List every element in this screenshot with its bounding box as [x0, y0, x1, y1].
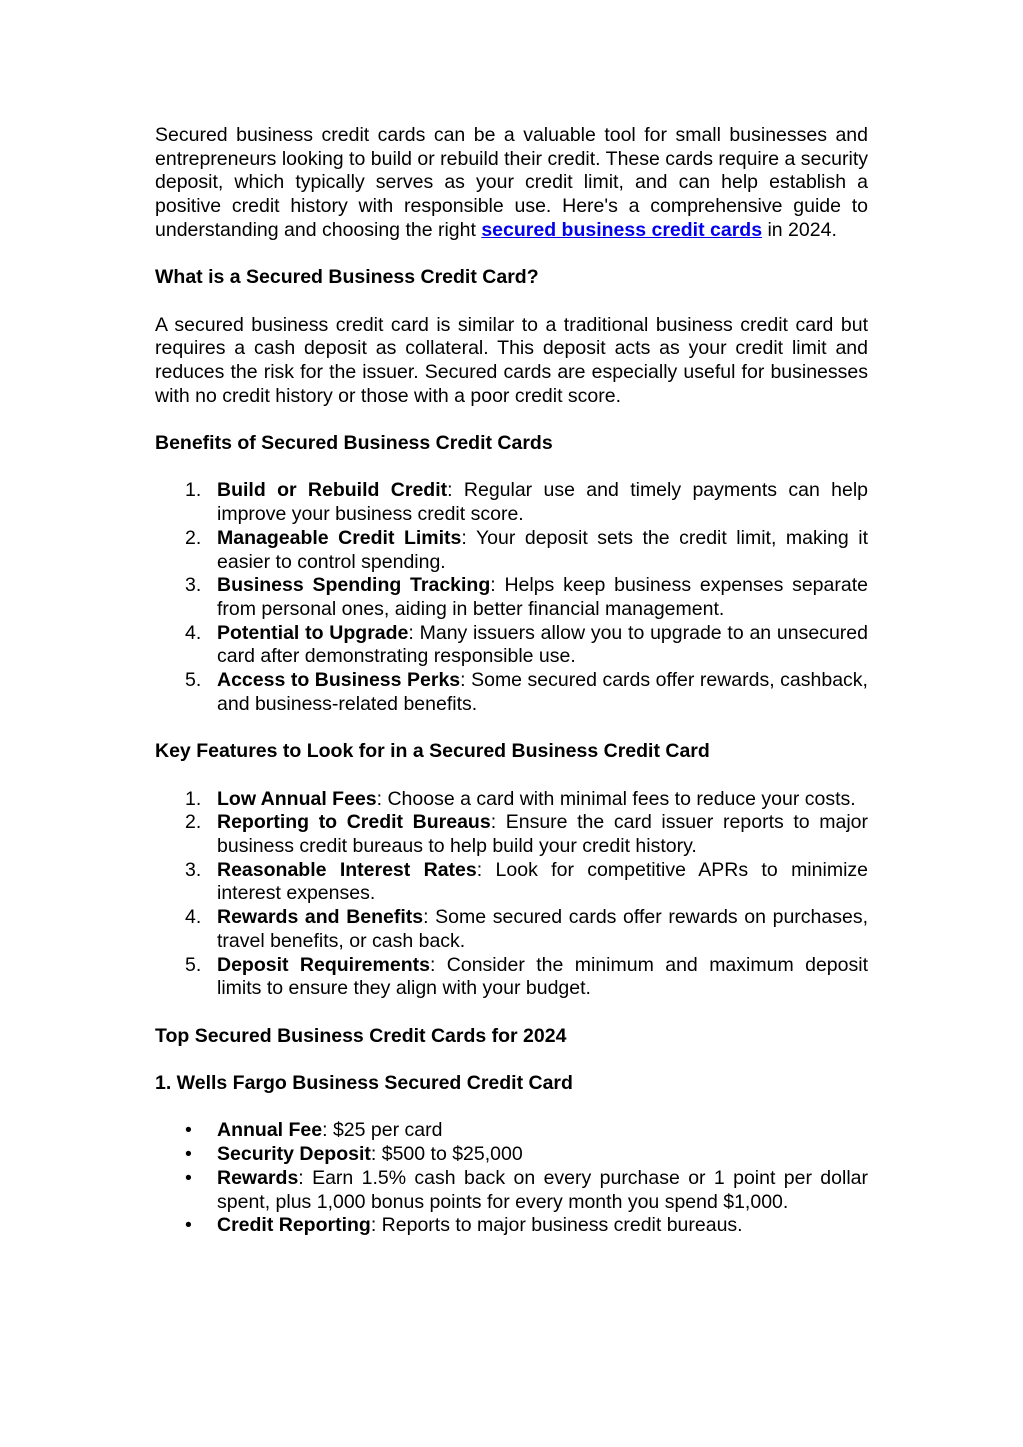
benefit-desc: : Many issuers allow you to upgrade to an unsecured card after demonstrating responsible use. [217, 621, 868, 668]
benefit-term: Access to Business Perks [217, 669, 461, 692]
detail-desc: : Earn 1.5% cash back on every purchase or 1 point per dollar spent, plus 1,000 bonus points for every month you spend $1,000. [217, 1166, 868, 1213]
list-number: 5. [185, 953, 202, 976]
benefit-desc: : Regular use and timely payments can help improve your business credit score. [217, 479, 868, 526]
feature-item [155, 788, 868, 812]
detail-term: Security Deposit [217, 1143, 371, 1166]
heading-what-is: What is a Secured Business Credit Card? [155, 266, 539, 289]
heading-wells-fargo-card: 1. Wells Fargo Business Secured Credit Card [155, 1072, 573, 1094]
bullet-icon: • [185, 1166, 192, 1189]
card-detail-item [155, 1214, 868, 1238]
list-number: 1. [185, 787, 202, 810]
benefit-desc: : Your deposit sets the credit limit, making it easier to control spending. [217, 526, 868, 573]
detail-desc: : $500 to $25,000 [370, 1143, 523, 1166]
feature-term: Low Annual Fees [217, 787, 377, 810]
list-number: 2. [185, 811, 202, 834]
benefit-desc: : Some secured cards offer rewards, cashback, and business-related benefits. [217, 669, 868, 715]
document-page [155, 124, 868, 1238]
benefit-item [155, 622, 868, 669]
heading-key-features: Key Features to Look for in a Secured Business Credit Card [155, 740, 710, 763]
benefit-term: Build or Rebuild Credit [217, 479, 448, 502]
secured-business-credit-cards-link[interactable]: secured business credit cards [481, 218, 763, 241]
benefit-item [155, 527, 868, 574]
detail-desc: : $25 per card [322, 1119, 443, 1142]
feature-desc: : Ensure the card issuer reports to major business credit bureaus to help build your credit history. [217, 811, 868, 857]
benefits-list [155, 479, 868, 716]
card-detail-item [155, 1119, 868, 1143]
list-number: 4. [185, 906, 202, 929]
feature-term: Reporting to Credit Bureaus [217, 811, 491, 834]
card-detail-item [155, 1143, 868, 1167]
heading-top-cards: Top Secured Business Credit Cards for 2024 [155, 1024, 567, 1047]
bullet-icon: • [185, 1119, 192, 1142]
feature-desc: : Choose a card with minimal fees to reduce your costs. [376, 787, 856, 810]
detail-term: Credit Reporting [217, 1214, 371, 1237]
feature-term: Rewards and Benefits [217, 906, 424, 929]
heading-benefits: Benefits of Secured Business Credit Cards [155, 432, 553, 455]
card-detail-item [155, 1167, 868, 1214]
benefit-item [155, 669, 868, 716]
feature-item [155, 906, 868, 953]
feature-item [155, 954, 868, 1001]
benefit-desc: : Helps keep business expenses separate from personal ones, aiding in better financial management. [217, 574, 868, 620]
detail-desc: : Reports to major business credit bureaus. [370, 1214, 743, 1237]
feature-desc: : Consider the minimum and maximum deposit limits to ensure they align with your budget. [217, 953, 868, 1000]
feature-desc: : Some secured cards offer rewards on purchases, travel benefits, or cash back. [217, 906, 868, 952]
benefit-item [155, 574, 868, 621]
feature-desc: : Look for competitive APRs to minimize interest expenses. [217, 858, 868, 905]
intro-text-before-link: Secured business credit cards can be a valuable tool for small businesses and entrepreneurs looking to build or rebuild their credit. These cards require a security deposit, which typically serves as your credit limit, and can help establish a positive credit history with responsible use. Here's a comprehensive guide to understanding and choosing the right [155, 124, 868, 241]
benefit-term: Manageable Credit Limits [217, 526, 462, 549]
list-number: 3. [185, 858, 202, 881]
benefit-term: Potential to Upgrade [217, 621, 409, 644]
bullet-icon: • [185, 1143, 192, 1166]
list-number: 2. [185, 526, 202, 549]
list-number: 3. [185, 574, 202, 597]
feature-item [155, 811, 868, 858]
benefit-term: Business Spending Tracking [217, 574, 491, 597]
list-number: 4. [185, 621, 202, 644]
feature-term: Reasonable Interest Rates [217, 858, 477, 881]
feature-item [155, 859, 868, 906]
feature-term: Deposit Requirements [217, 953, 430, 976]
detail-term: Rewards [217, 1166, 299, 1189]
intro-paragraph [155, 124, 868, 243]
list-number: 1. [185, 479, 202, 502]
list-number: 5. [185, 669, 202, 692]
detail-term: Annual Fee [217, 1119, 323, 1142]
benefit-item [155, 479, 868, 526]
features-list [155, 788, 868, 1001]
bullet-icon: • [185, 1214, 192, 1237]
what-is-paragraph: A secured business credit card is similar to a traditional business credit card but requires a cash deposit as collateral. This deposit acts as your credit limit and reduces the risk for the issuer. Secured cards are especially useful for businesses with no credit history or those with a poor credit score. [155, 313, 868, 407]
intro-text-after-link: in 2024. [762, 218, 837, 241]
wells-fargo-details-list [155, 1119, 868, 1238]
